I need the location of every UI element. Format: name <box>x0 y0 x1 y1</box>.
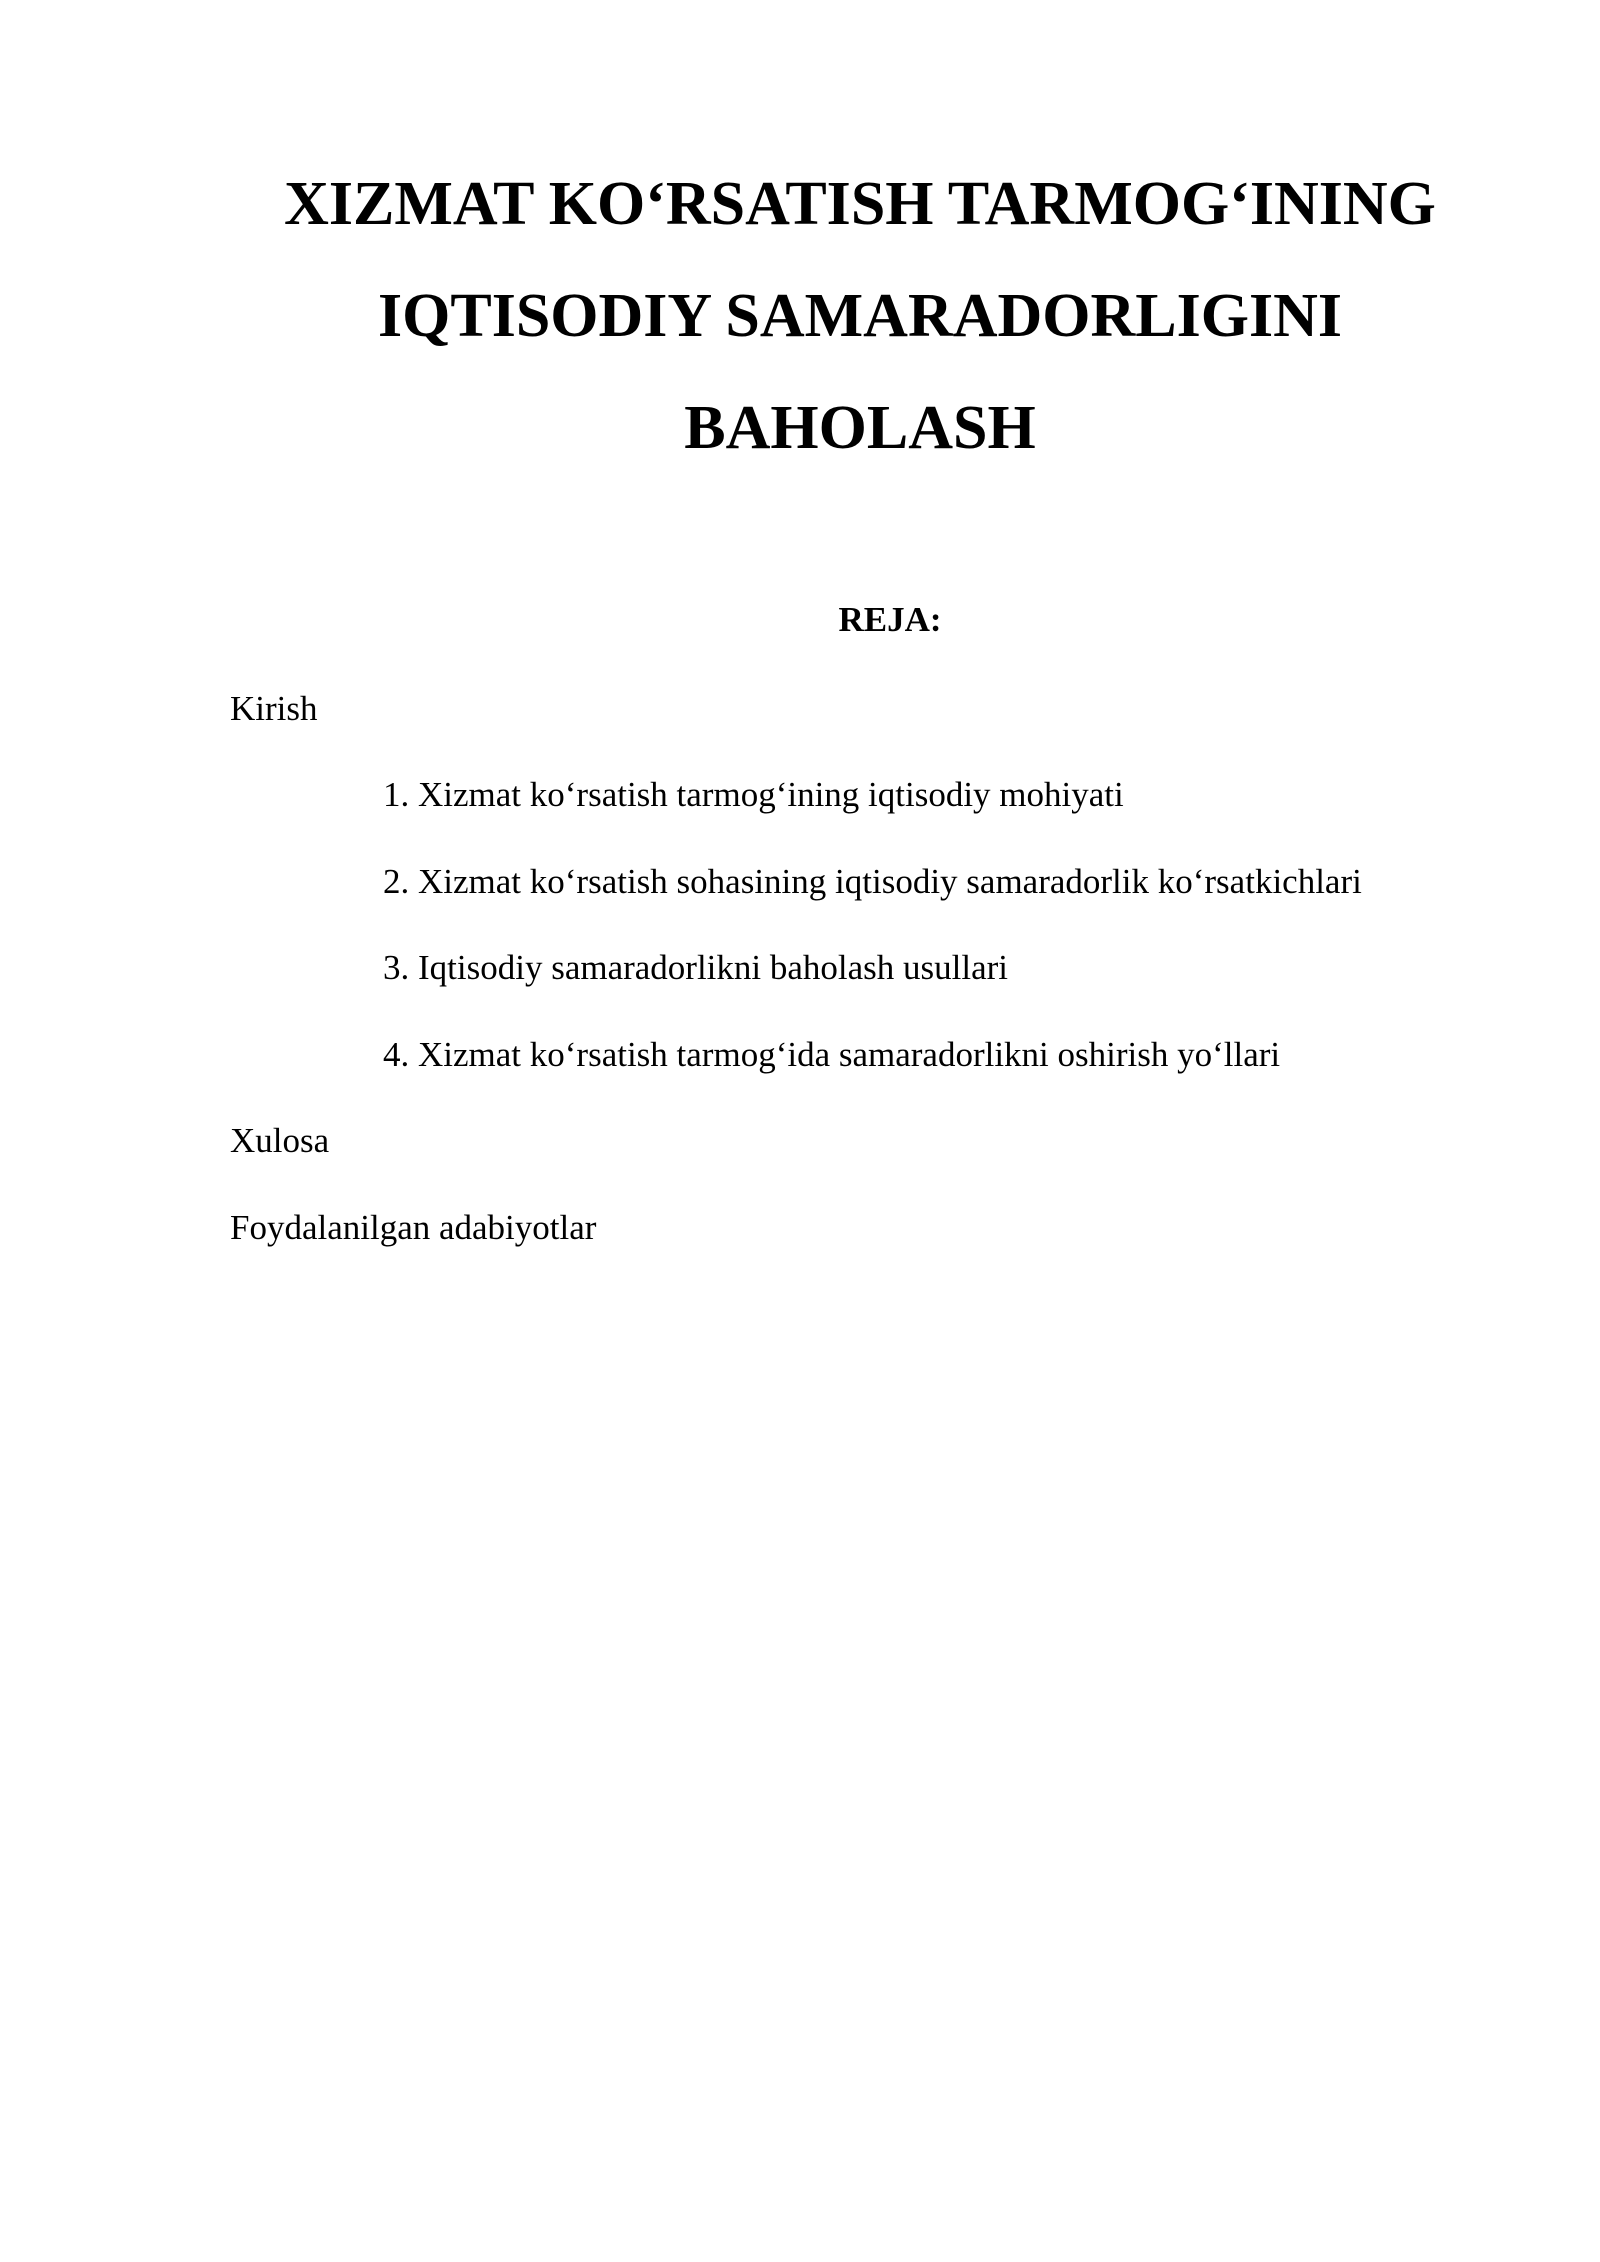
plan-references: Foydalanilgan adabiyotlar <box>230 1208 597 1247</box>
title-line-1: XIZMAT KO‘RSATISH TARMOG‘INING <box>284 170 1436 238</box>
plan-conclusion: Xulosa <box>230 1121 330 1160</box>
plan-heading: REJA: <box>838 600 942 639</box>
plan-item-4: 4. Xizmat ko‘rsatish tarmog‘ida samaradorlikni oshirish yo‘llari <box>383 1035 1281 1074</box>
plan-item-3: 3. Iqtisodiy samaradorlikni baholash usullari <box>383 948 1009 987</box>
plan-item-1: 1. Xizmat ko‘rsatish tarmog‘ining iqtisodiy mohiyati <box>383 775 1124 814</box>
title-line-2: IQTISODIY SAMARADORLIGINI <box>377 282 1343 350</box>
document-title <box>230 148 1490 484</box>
plan-item-2: 2. Xizmat ko‘rsatish sohasining iqtisodiy samaradorlik ko‘rsatkichlari <box>383 862 1362 901</box>
title-line-3: BAHOLASH <box>684 394 1036 462</box>
plan-intro: Kirish <box>230 689 318 728</box>
